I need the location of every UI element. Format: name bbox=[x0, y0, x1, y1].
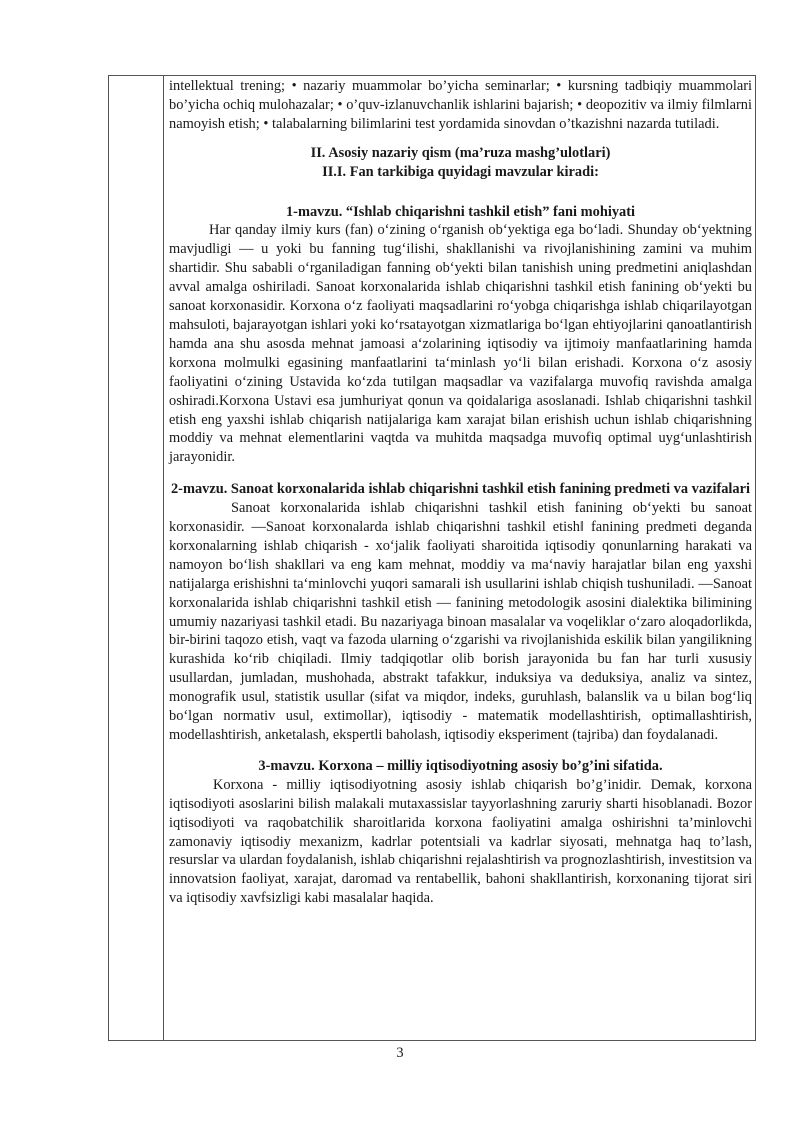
topic-1-title: 1-mavzu. “Ishlab chiqarishni tashkil etish” fani mohiyati bbox=[285, 203, 636, 220]
topic-2-body: Sanoat korxonalarida ishlab chiqarishni tashkil etish fanining ob‘yekti bu sanoat korxonasidir. ―Sanoat korxonalarda ishlab chiqarishni tashkil etish‖ fanining predmeti deganda korxonalarning ishlab chiqarish - xo‘jalik faoliyati sharoitida iqtisodiy qonunlarning harakati va namoyon bo‘lish shakllari va eng kam mehnat, moddiy va ma‘naviy harajatlar bilan eng yaxshi natijalarga erishishni ta‘minlovchi yuqori samarali ish usullarini ishlab chiqish tushuniladi. ―Sanoat korxonalarida ishlab chiqarishni tashkil etish — fanining metodologik asosini dialektika bilimining umumiy nazariyasi tashkil etadi. Bu nazariyaga binoan masalalar va voqeliklar o‘zaro aloqadorlikda, bir-birini taqozo etish, vaqt va fazoda ularning o‘zgarishi va rivojlanishida eskilik bilan yangilikning kurashida ko‘rib chiqiladi. Ilmiy tadqiqotlar olib borish jarayonida bu fan har turli xususiy usullardan, jumladan, mushohada, abstrakt tafakkur, induksiya va deduksiya, analiz va sintez, monografik usul, statistik usullar (sifat va miqdor, indeks, guruhlash, balanslik va u bilan bog‘liq bo‘lgan normativ usul, extimollar), iqtisodiy - matematik modellashtirish, optimallashtirish, modellashtirish, anketalash, ekspertli baholash, iqtisodiy eksperiment (tajriba) dan foydalanadi. bbox=[169, 500, 752, 743]
intro-paragraph: intellektual trening; • nazariy muammolar bo’yicha seminarlar; • kursning tadbiqiy muammolari bo’yicha ochiq mulohazalar; • o’quv-izlanuvchanlik ishlarini bajarish; • deopozitiv va ilmiy filmlarni namoyish etish; • talabalarning bilimlarini test yordamida sinovdan o’tkazishni nazarda tutiladi. bbox=[169, 78, 752, 132]
page-table-frame bbox=[108, 75, 756, 1041]
content-column bbox=[169, 77, 752, 908]
section-title: II. Asosiy nazariy qism (ma’ruza mashg’ulotlari) bbox=[310, 144, 611, 161]
topic-3-body: Korxona - milliy iqtisodiyotning asosiy ishlab chiqarish bo’g’inidir. Demak, korxona iqtisodiyoti asoslarini bilish malakali mutaxassislar tayyorlashning zaruriy sharti hisoblanadi. Bozor iqtisodiyoti va raqobatchilik sharoitlarida korxona faoliyatini amalga oshirishni ta’minlovchi zamonaviy iqtisodiy mexanizm, kadrlar potentsiali va kadrlar siyosati, mehnatga haq to’lash, resurslar va ulardan foydalanish, ishlab chiqarishni rejalashtirish va prognozlashtirish, investitsion va innovatsion faoliyat, xarajat, daromad va rentabellik, bahoni shakllantirish, korxonaning tijorat siri va iqtisodiy xavfsizligi kabi masalalar haqida. bbox=[169, 776, 752, 907]
topic-1-body: Har qanday ilmiy kurs (fan) o‘zining o‘rganish ob‘yektiga ega bo‘ladi. Shunday ob‘yektning mavjudligi — u yoki bu fanning tug‘ilishi, shakllanishi va rivojlanishining zamini va muhim shartidir. Shu sababli o‘rganiladigan fanning ob‘yekti bilan tanishish uning predmetini aniqlashdan avval amalga oshiriladi. Sanoat korxonalarida ishlab chiqarishni tashkil etish fanining ob‘yekti bu sanoat korxonasidir. Korxona o‘z faoliyati maqsadlarini ro‘yobga chiqarishga ishlab chiqarilayotgan mahsuloti, bajarayotgan ishlari yoki ko‘rsatayotgan xizmatlariga bo‘lgan ehtiyojlarini qanoatlantirish hamda ana shu asosda mehnat jamoasi a‘zolarining iqtisodiy va ijtimoiy manfaatlarining hamda korxona molmulki egasining manfaatlarini ta‘minlash yo‘li bilan erishadi. Korxona o‘z asosiy faoliyatini o‘zining Ustavida ko‘zda tutilgan maqsadlar va vazifalarga muvofiq ravishda amalga oshiradi.Korxona Ustavi esa jumhuriyat qonun va qoidalariga asoslanadi. Ishlab chiqarishni tashkil etish eng yaxshi ishlab chiqarish natijalariga kam xarajat bilan erishish uchun ishlab chiqarishning moddiy va mehnat elementlarini vaqtda va muhitda maqsadga muvofiq optimal uyg‘unlashtirish jarayonidir. bbox=[169, 222, 752, 466]
page-number: 3 bbox=[396, 1045, 404, 1061]
topic-3-title: 3-mavzu. Korxona – milliy iqtisodiyotning asosiy bo’g’ini sifatida. bbox=[258, 757, 663, 774]
left-empty-column bbox=[109, 76, 164, 1040]
topic-2-title: 2-mavzu. Sanoat korxonalarida ishlab chiqarishni tashkil etish fanining predmeti va vazifalari bbox=[170, 481, 751, 498]
subsection-title: II.I. Fan tarkibiga quyidagi mavzular kiradi: bbox=[322, 163, 599, 180]
